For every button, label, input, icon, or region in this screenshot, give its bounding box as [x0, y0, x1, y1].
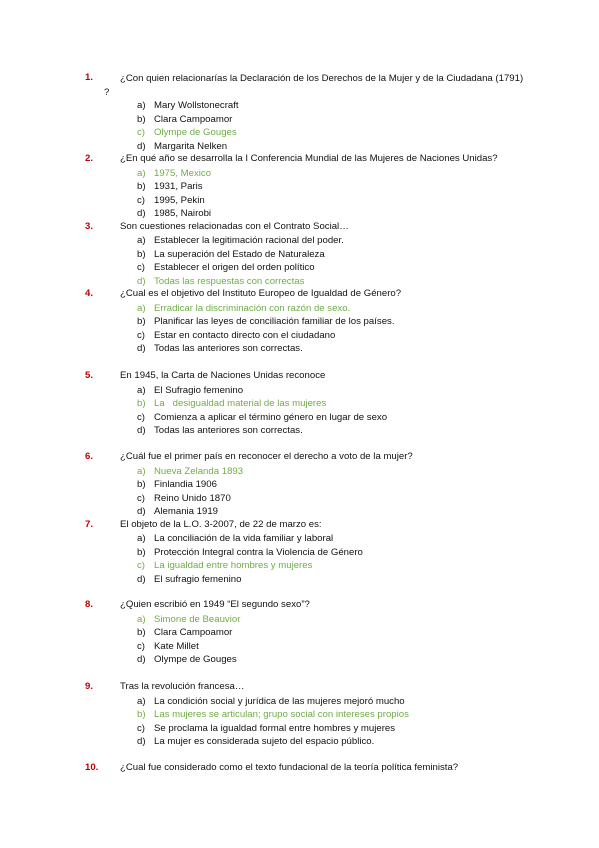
option-text: 1985, Nairobi: [154, 208, 212, 219]
option-text: La condición social y jurídica de las mujeres mejoró mucho: [154, 695, 405, 707]
option-c: [0, 329, 599, 343]
option-letter: c): [137, 411, 145, 423]
options-1: [0, 99, 599, 153]
question-text: En 1945, la Carta de Naciones Unidas reconoce: [120, 370, 326, 381]
option-letter: c): [137, 262, 145, 273]
option-letter: a): [137, 613, 146, 625]
option-letter: d): [137, 736, 146, 747]
option-letter: c): [137, 329, 145, 341]
question-number: 1.: [85, 72, 94, 83]
option-text: Finlandia 1906: [154, 479, 217, 490]
option-text: 1975, Mexico: [154, 167, 212, 179]
option-d: [0, 505, 599, 519]
question-text: ¿Quien escribió en 1949 “El segundo sexo”?: [120, 599, 310, 610]
option-c: [0, 261, 599, 275]
question-number: 10.: [85, 762, 99, 773]
question-number: 5.: [85, 370, 94, 381]
option-text: 1995, Pekin: [154, 194, 205, 206]
option-letter: c): [137, 722, 145, 734]
option-text: La mujer es considerada sujeto del espacio público.: [154, 736, 375, 747]
question-number: 9.: [85, 681, 94, 692]
option-letter: b): [137, 316, 146, 327]
options-6: [0, 465, 599, 519]
option-b: [0, 626, 599, 640]
option-letter: b): [137, 546, 146, 558]
option-d: [0, 140, 599, 154]
option-letter: c): [137, 560, 145, 571]
option-letter: b): [137, 398, 146, 409]
option-a: [0, 234, 599, 248]
option-letter: b): [137, 113, 146, 125]
option-d: [0, 275, 599, 289]
option-b: [0, 113, 599, 127]
option-a: [0, 384, 599, 398]
option-letter: c): [137, 127, 145, 138]
option-text: Kate Millet: [154, 640, 199, 652]
option-letter: b): [137, 181, 146, 192]
question-text: Son cuestiones relacionadas con el Contrato Social…: [120, 220, 349, 232]
option-letter: d): [137, 573, 146, 585]
option-text: Olympe de Gouges: [154, 654, 237, 665]
option-d: [0, 342, 599, 356]
option-text: El Sufragio femenino: [154, 384, 244, 396]
option-letter: b): [137, 709, 146, 720]
option-b: [0, 478, 599, 492]
option-d: [0, 573, 599, 587]
option-text: Mary Wollstonecraft: [154, 100, 239, 111]
option-letter: d): [137, 208, 146, 219]
option-letter: d): [137, 275, 146, 287]
option-text: Reino Unido 1870: [154, 492, 231, 504]
option-c: [0, 559, 599, 573]
option-text: Olympe de Gouges: [154, 127, 237, 138]
option-c: [0, 640, 599, 654]
option-letter: a): [137, 167, 146, 179]
option-letter: b): [137, 479, 146, 490]
option-text: Todas las respuestas con correctas: [154, 275, 305, 287]
option-letter: a): [137, 695, 146, 707]
option-letter: c): [137, 194, 145, 206]
option-letter: a): [137, 384, 146, 396]
option-c: [0, 411, 599, 425]
options-8: [0, 613, 599, 667]
option-d: [0, 424, 599, 438]
option-d: [0, 653, 599, 667]
option-text: Planificar las leyes de conciliación familiar de los países.: [154, 316, 395, 327]
question-number: 6.: [85, 451, 94, 462]
option-letter: a): [137, 302, 146, 314]
option-letter: b): [137, 248, 146, 260]
option-c: [0, 126, 599, 140]
option-c: [0, 194, 599, 208]
option-text: Todas las anteriores son correctas.: [154, 343, 303, 354]
option-b: [0, 708, 599, 722]
option-b: [0, 248, 599, 262]
option-text: La conciliación de la vida familiar y laboral: [154, 533, 334, 544]
option-text: Comienza a aplicar el término género en lugar de sexo: [154, 411, 388, 423]
option-text: Establecer la legitimación racional del poder.: [154, 235, 344, 246]
question-text: ¿Con quien relacionarías la Declaración de los Derechos de la Mujer y de la Ciudadana (1791) ?: [104, 73, 524, 98]
question-text: ¿Cual es el objetivo del Instituto Europeo de Igualdad de Género?: [120, 288, 402, 299]
option-c: [0, 492, 599, 506]
option-text: Margarita Nelken: [154, 140, 228, 152]
question-number: 3.: [85, 220, 94, 232]
option-letter: d): [137, 425, 146, 436]
option-text: Establecer el origen del orden político: [154, 262, 315, 273]
question-text: ¿Cual fue considerado como el texto fundacional de la teoría política feminista?: [120, 762, 459, 773]
question-number: 8.: [85, 599, 94, 610]
options-4: [0, 302, 599, 356]
option-letter: c): [137, 640, 145, 652]
option-text: Protección Integral contra la Violencia de Género: [154, 546, 363, 558]
question-number: 2.: [85, 153, 94, 164]
option-text: Las mujeres se articulan; grupo social con intereses propios: [154, 709, 409, 720]
option-letter: a): [137, 465, 146, 477]
option-letter: d): [137, 343, 146, 354]
question-number: 7.: [85, 518, 94, 530]
option-a: [0, 613, 599, 627]
options-9: [0, 695, 599, 749]
options-7: [0, 532, 599, 586]
option-text: 1931, Paris: [154, 181, 203, 192]
option-text: La igualdad entre hombres y mujeres: [154, 560, 313, 571]
option-letter: d): [137, 654, 146, 665]
option-text: La desigualdad material de las mujeres: [154, 398, 327, 409]
option-b: [0, 546, 599, 560]
option-letter: a): [137, 533, 146, 544]
options-3: [0, 234, 599, 288]
option-text: Clara Campoamor: [154, 113, 233, 125]
option-a: [0, 167, 599, 181]
option-d: [0, 735, 599, 749]
option-text: Nueva Zelanda 1893: [154, 465, 244, 477]
option-text: Se proclama la igualdad formal entre hombres y mujeres: [154, 722, 396, 734]
option-letter: b): [137, 627, 146, 638]
option-text: El sufragio femenino: [154, 573, 242, 585]
options-2: [0, 167, 599, 221]
option-text: Todas las anteriores son correctas.: [154, 425, 303, 436]
option-d: [0, 207, 599, 221]
option-text: Clara Campoamor: [154, 627, 233, 638]
question-number: 4.: [85, 288, 94, 299]
option-a: [0, 99, 599, 113]
option-a: [0, 302, 599, 316]
option-c: [0, 722, 599, 736]
option-text: La superación del Estado de Naturaleza: [154, 248, 325, 260]
option-b: [0, 180, 599, 194]
question-text: ¿En qué año se desarrolla la I Conferencia Mundial de las Mujeres de Naciones Unidas?: [120, 153, 498, 164]
option-b: [0, 315, 599, 329]
question-text: El objeto de la L.O. 3-2007, de 22 de marzo es:: [120, 518, 322, 530]
option-letter: d): [137, 506, 146, 517]
options-5: [0, 384, 599, 438]
option-a: [0, 465, 599, 479]
option-a: [0, 695, 599, 709]
option-text: Alemania 1919: [154, 506, 219, 517]
question-text: Tras la revolución francesa…: [120, 681, 245, 692]
option-text: Estar en contacto directo con el ciudadano: [154, 329, 336, 341]
option-text: Simone de Beauvior: [154, 613, 241, 625]
option-b: [0, 397, 599, 411]
option-text: Erradicar la discriminación con razón de sexo.: [154, 302, 351, 314]
option-letter: a): [137, 100, 146, 111]
option-letter: d): [137, 140, 146, 152]
question-text: ¿Cuál fue el primer país en reconocer el derecho a voto de la mujer?: [120, 451, 413, 462]
option-letter: a): [137, 235, 146, 246]
option-a: [0, 532, 599, 546]
option-letter: c): [137, 492, 145, 504]
